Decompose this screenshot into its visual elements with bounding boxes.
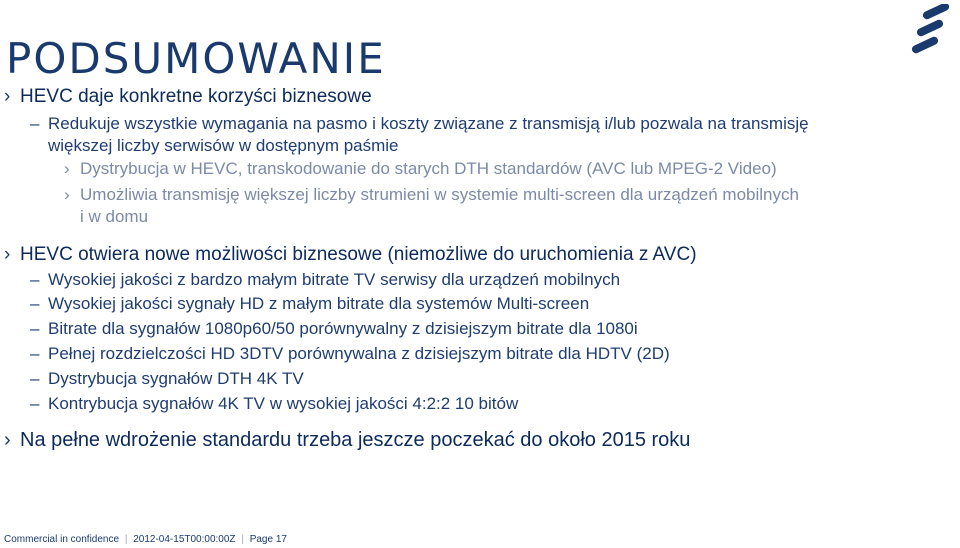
slide-title: PODSUMOWANIE: [6, 34, 386, 83]
dash-bullet-icon: –: [30, 369, 40, 388]
bullet-text: Redukuje wszystkie wymagania na pasmo i koszty związane z transmisją i/lub pozwala na transmisję: [48, 114, 809, 133]
dash-bullet-icon: –: [30, 270, 40, 289]
dash-bullet-icon: –: [30, 114, 40, 133]
bullet-text: HEVC otwiera nowe możliwości biznesowe (niemożliwe do uruchomienia z AVC): [20, 244, 697, 265]
bullet-level2: [30, 294, 589, 314]
bullet-continuation: [80, 207, 148, 227]
bullet-text: Dystrybucja w HEVC, transkodowanie do starych DTH standardów (AVC lub MPEG-2 Video): [80, 159, 777, 178]
bullet-text: Na pełne wdrożenie standardu trzeba jeszcze poczekać do około 2015 roku: [20, 429, 691, 451]
bullet-level2: [30, 344, 670, 364]
bullet-level3: [64, 159, 777, 179]
chevron-bullet-icon: ›: [4, 86, 11, 107]
bullet-text: HEVC daje konkretne korzyści biznesowe: [20, 86, 372, 107]
dash-bullet-icon: –: [30, 294, 40, 313]
slide-footer: [4, 534, 287, 545]
bullet-level1: [4, 244, 697, 266]
bullet-level3: [64, 185, 799, 205]
bullet-level2: [30, 369, 304, 389]
bullet-text: Wysokiej jakości sygnały HD z małym bitrate dla systemów Multi-screen: [48, 294, 590, 313]
bullet-text: Bitrate dla sygnałów 1080p60/50 porównywalny z dzisiejszym bitrate dla 1080i: [48, 319, 638, 338]
chevron-bullet-icon: ›: [4, 244, 11, 265]
chevron-bullet-icon: ›: [4, 429, 11, 451]
bullet-text: Pełnej rozdzielczości HD 3DTV porównywalna z dzisiejszym bitrate dla HDTV (2D): [48, 344, 670, 363]
bullet-level2: [30, 319, 638, 339]
bullet-level1: [4, 86, 372, 108]
footer-confidentiality: Commercial in confidence: [4, 534, 120, 545]
bullet-level2: [30, 270, 620, 290]
bullet-text: Wysokiej jakości z bardzo małym bitrate TV serwisy dla urządzeń mobilnych: [48, 270, 621, 289]
bullet-text: Dystrybucja sygnałów DTH 4K TV: [48, 369, 304, 388]
footer-date: 2012-04-15T00:00:00Z: [133, 534, 236, 545]
footer-separator: |: [124, 534, 128, 545]
dash-bullet-icon: –: [30, 394, 40, 413]
ericsson-logo-icon: [908, 4, 954, 54]
footer-page-number: Page 17: [249, 534, 287, 545]
chevron-bullet-icon: ›: [64, 159, 70, 178]
bullet-text: większej liczby serwisów w dostępnym paśmie: [48, 136, 399, 155]
bullet-text: Umożliwia transmisję większej liczby strumieni w systemie multi-screen dla urządzeń mobilnych: [80, 185, 799, 204]
bullet-level2: [30, 394, 518, 414]
footer-separator: |: [241, 534, 244, 545]
bullet-continuation: [48, 136, 399, 156]
dash-bullet-icon: –: [30, 319, 40, 338]
bullet-level1: [4, 429, 690, 452]
bullet-level2: [30, 114, 809, 134]
chevron-bullet-icon: ›: [64, 185, 70, 204]
dash-bullet-icon: –: [30, 344, 40, 363]
bullet-text: Kontrybucja sygnałów 4K TV w wysokiej jakości 4:2:2 10 bitów: [48, 394, 519, 413]
bullet-text: i w domu: [80, 207, 149, 226]
